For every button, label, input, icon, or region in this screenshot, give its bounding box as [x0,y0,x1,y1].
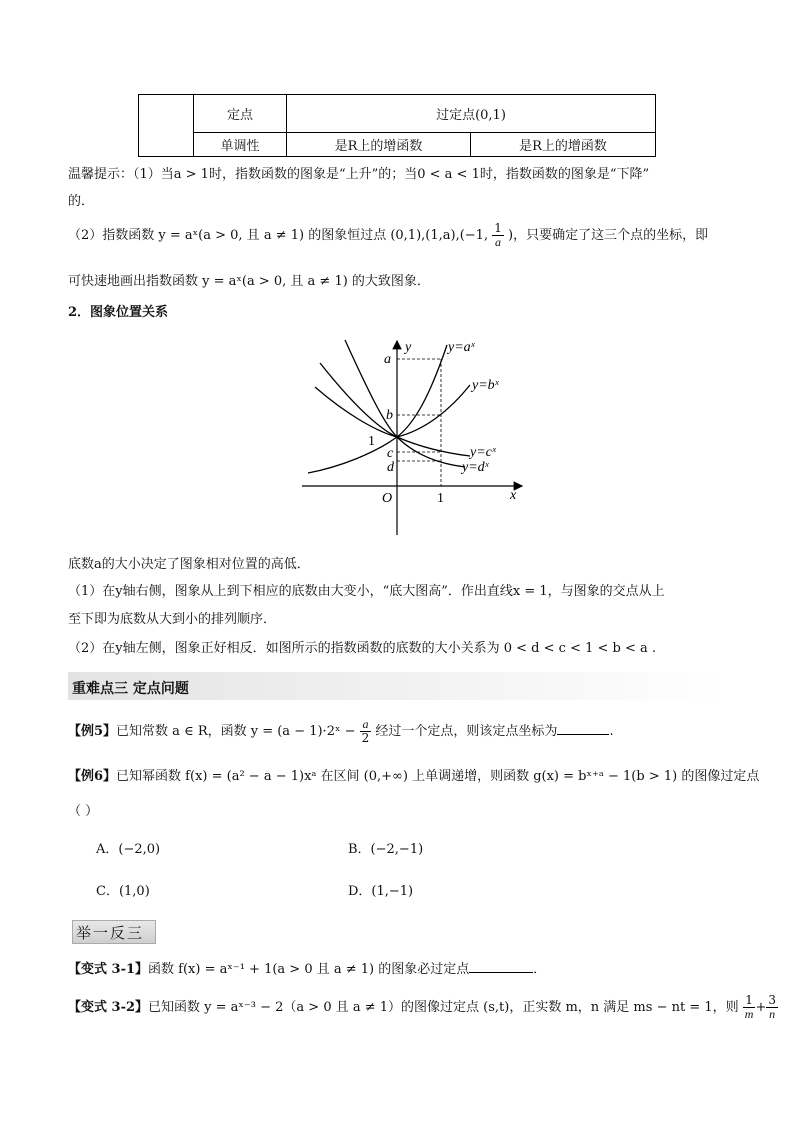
tip-frac-den: a [495,235,502,249]
label-d: d [387,460,394,475]
explain-line-1: 底数a的大小决定了图象相对位置的高低． [68,557,310,572]
variant-3-1-tag: 【变式 3-1】 [68,962,149,977]
label-one-x: 1 [437,491,444,506]
tip-frac-num: 1 [494,221,502,235]
variant-3-2-f1-num: 1 [743,994,756,1008]
variant-3-1-answer-blank[interactable] [469,960,533,973]
label-y-axis: y [405,340,412,355]
table-value-fixed-point: 过定点(0,1) [287,95,656,133]
variant-3-1-text: 函数 f(x) = aˣ⁻¹ + 1(a > 0 且 a ≠ 1) 的图象必过定点 [148,962,470,977]
practice-heading: 举一反三 [76,924,145,942]
section-3-heading: 重难点三 定点问题 [72,681,189,697]
table-label-monotonicity: 单调性 [194,133,287,157]
example-5-answer-blank[interactable] [557,722,609,735]
example-6-tag: 【例6】 [68,769,117,784]
example-5-frac-den: 2 [361,731,370,745]
example-5-frac-num: a [360,718,372,732]
label-b: b [386,408,393,423]
example-5-text-b: 经过一个定点，则该定点坐标为 [375,724,558,739]
explain-line-4: （2）在y轴左侧，图象正好相反．如图所示的指数函数的底数的大小关系为 0 < d < c < 1 < b < a . [68,641,657,656]
example-5-end: . [609,724,614,739]
variant-3-2-plus: + [755,1000,767,1015]
label-one-y: 1 [368,434,375,449]
tip-line-3: 可快速地画出指数函数 y = aˣ(a > 0, 且 a ≠ 1) 的大致图象． [68,274,430,289]
example-6-paren: （ ） [68,804,99,819]
properties-table [138,94,656,157]
example-5 [68,718,614,745]
example-5-text-a: 已知常数 a ∈ R，函数 y = (a − 1)·2ˣ − [116,724,356,739]
label-a: a [384,352,391,367]
table-blank-cell [139,95,194,157]
example-6-text: 已知幂函数 f(x) = (a² − a − 1)xᵃ 在区间 (0,+∞) 上单调递增，则函数 g(x) = bˣ⁺ᵃ − 1(b > 1) 的图像过定点 [116,769,760,784]
table-value-monotonic-left: 是R上的增函数 [287,133,471,157]
variant-3-2-f2-num: 3 [768,993,776,1007]
tip-line-1: 温馨提示：（1）当a > 1时，指数函数的图象是“上升”的；当0 < a < 1时，指数函数的图象是“下降” [68,167,650,182]
option-d[interactable]: D．(1,−1) [348,884,414,899]
variant-3-2-frac-1 [743,994,756,1021]
variant-3-1 [68,958,546,977]
variant-3-2-tag: 【变式 3-2】 [68,1000,149,1015]
label-x-axis: x [510,488,517,503]
explain-line-2: （1）在y轴右侧，图象从上到下相应的底数由大变小，“底大图高”．作出直线x = 1，与图象的交点从上 [68,584,665,599]
label-origin: O [382,491,393,506]
label-curve-b: y=bˣ [472,378,499,393]
variant-3-2 [68,994,778,1021]
section-2-heading: 2．图象位置关系 [68,305,169,320]
tip-line-1b: 的． [68,194,95,209]
tip-line-2a: （2）指数函数 y = aˣ(a > 0, 且 a ≠ 1) 的图象恒过点 (0,1),(1,a),(−1, [68,228,489,243]
table-value-monotonic-right: 是R上的增函数 [471,133,656,157]
variant-3-2-text: 已知函数 y = aˣ⁻³ − 2（a > 0 且 a ≠ 1）的图像过定点 (s,t)，正实数 m，n 满足 ms − nt = 1，则 [148,1000,739,1015]
option-b[interactable]: B．(−2,−1) [348,842,424,857]
option-a[interactable]: A．(−2,0) [96,842,161,857]
example-5-fraction [360,718,372,745]
explain-line-3: 至下即为底数从大到小的排列顺序． [68,612,277,627]
label-curve-a: y=aˣ [448,340,475,355]
tip-line-2b: )，只要确定了这三个点的坐标，即 [508,228,709,243]
example-6 [68,765,759,784]
tip-line-2 [68,222,708,249]
label-c: c [387,446,394,461]
tip-fraction [492,222,504,249]
option-c[interactable]: C．(1,0) [96,884,150,899]
variant-3-2-frac-2 [766,994,778,1021]
example-5-tag: 【例5】 [68,724,117,739]
exponential-graph [300,335,530,537]
variant-3-1-end: ． [533,962,547,977]
label-curve-c: y=cˣ [470,445,496,460]
label-curve-d: y=dˣ [462,460,489,475]
table-label-fixed-point: 定点 [194,95,287,133]
variant-3-2-f2-den: n [769,1007,776,1021]
variant-3-2-f1-den: m [744,1007,754,1021]
